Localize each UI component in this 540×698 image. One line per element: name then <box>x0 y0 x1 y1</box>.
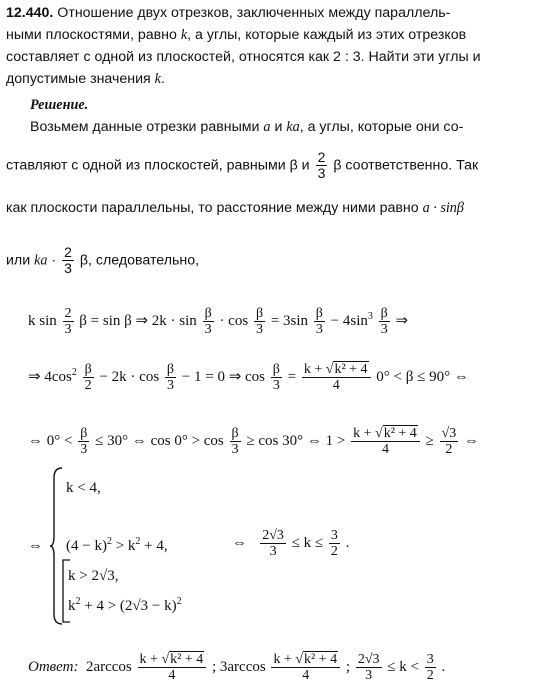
equation-1: k sin $\frac{2}{3}$ β = sin β ⇒ 2k · sin $\frac{\beta}{3}$ · cos $\frac{\beta}{3}$ = 3sin $\frac{\beta}{3}$ − $4\sin^3$ $\frac{\beta}{3}$ ⇒ <box>28 306 409 337</box>
problem-number: 12.440. <box>6 5 54 21</box>
fraction-two-thirds: $\frac{2}{3}$ <box>64 244 72 276</box>
solution-p2: ставляют с одной из плоскостей, равными β и $\frac{2}{3}$ β соответственно. Так <box>6 149 479 181</box>
solution-p4: или ka · $\frac{2}{3}$ β, следовательно, <box>6 244 200 276</box>
solution-p1: Возьмем данные отрезки равными a и ka, а углы, которые они со- <box>30 119 464 135</box>
solution-heading: Решение. <box>30 97 89 113</box>
system-row-3: k > 2√3, <box>68 568 119 584</box>
problem-line-2: ными плоскостями, равно k, а углы, которые каждый из этих отрезков <box>6 27 467 43</box>
answer-label: Ответ: <box>28 658 79 675</box>
system-row-4: $k^2 + 4 > (2√3 - k)^2$ <box>68 596 182 614</box>
problem-line-3: составляет с одной из плоскостей, относятся как 2 : 3. Найти эти углы и <box>6 49 481 65</box>
problem-line-1: 12.440. Отношение двух отрезков, заключенных между параллель- <box>6 5 451 21</box>
fraction-two-thirds: $\frac{2}{3}$ <box>317 149 326 181</box>
system-row-2: $(4 - k)^2 > k^2 + 4$, <box>66 536 168 554</box>
equation-3: ⇔ 0° < $\frac{\beta}{3}$ ≤ 30° ⇔ cos 0° > cos $\frac{\beta}{3}$ ≥ cos 30° ⇔ 1 > $\frac{\text{k + √k² + 4}}{4}$ ≥ $\frac{√3}{2}$ ⇔ <box>28 426 479 457</box>
answer: Ответ: 2arccos $\frac{\text{k + √k² + 4}}{4}$ ; 3arccos $\frac{\text{k + √k² + 4}}{4}$ ; $\frac{2√3}{3}$ ≤ k < $\frac{3}{2}$ . <box>28 652 446 683</box>
solution-p3: как плоскости параллельны, то расстояние между ними равно a · sinβ <box>6 200 464 216</box>
system-row-1: k < 4, <box>66 480 101 496</box>
system-result: ⇔ $\frac{2√3}{3}$ ≤ k ≤ $\frac{3}{2}$ . <box>232 528 350 559</box>
equation-2: ⇒ $4\cos^2$ $\frac{\beta}{2}$ − 2k · cos $\frac{\beta}{3}$ − 1 = 0 ⇒ cos $\frac{\beta}{3}$ = $\frac{\text{k + √k² + 4}}{4}$ 0° < β ≤ 90° ⇔ <box>28 362 469 393</box>
problem-line-4: допустимые значения k. <box>6 71 165 87</box>
equiv-sign: ⇔ <box>28 538 43 554</box>
